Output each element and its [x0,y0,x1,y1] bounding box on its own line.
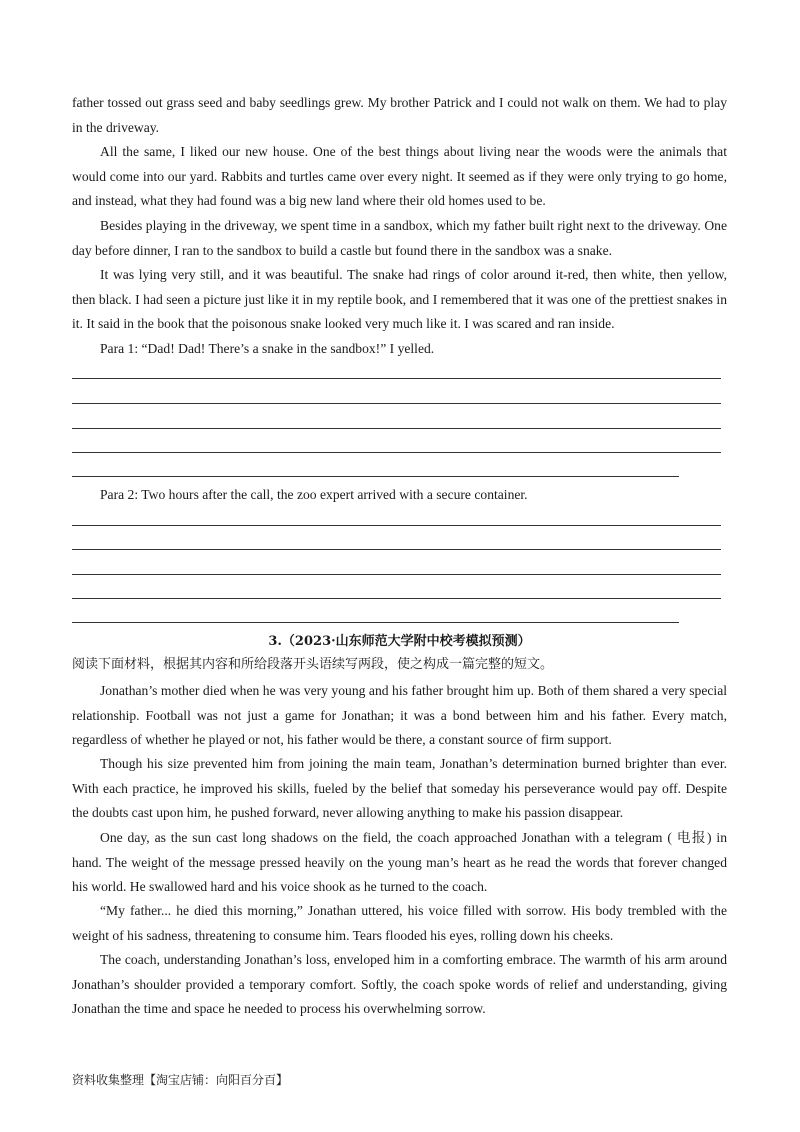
answer-line[interactable] [72,428,721,429]
passage-paragraph: It was lying very still, and it was beautiful. The snake had rings of color around it-red, then white, then yellow, then black. I had seen a picture just like it in my reptile book, and I remembered that it was one of the prettiest snakes in it. It said in the book that the poisonous snake looked very much like it. I was scared and ran inside. [72,267,727,331]
passage-paragraph: Jonathan’s mother died when he was very young and his father brought him up. Both of them shared a very special relationship. Football was not just a game for Jonathan; it was a bond between him and his father. Every match, regardless of whether he played or not, his father would be there, a constant source of firm support. [72,683,727,747]
answer-line[interactable] [72,403,721,404]
answer-line[interactable] [72,452,721,453]
passage-paragraph: Besides playing in the driveway, we spent time in a sandbox, which my father built right next to the driveway. One day before dinner, I ran to the sandbox to build a castle but found there in the sandbox was a snake. [72,218,727,258]
para2-prompt: Para 2: Two hours after the call, the zoo expert arrived with a secure container. [100,487,528,502]
passage-paragraph: One day, as the sun cast long shadows on the field, the coach approached Jonathan with a telegram ( 电报) in hand. The weight of the message pressed heavily on the young man’s heart as he read the words that forever changed his world. He swallowed hard and his voice shook as he turned to the coach. [72,830,727,894]
passage-paragraph: father tossed out grass seed and baby seedlings grew. My brother Patrick and I could not walk on them. We had to play in the driveway. [72,95,727,135]
answer-line[interactable] [72,598,721,599]
question-title: 3.（2023·山东师范大学附中校考模拟预测） [268,634,531,649]
passage-paragraph: All the same, I liked our new house. One of the best things about living near the woods were the animals that would come into our yard. Rabbits and turtles came over every night. It seemed as if they were only trying to go home, and instead, what they had found was a big new land where their old homes used to be. [72,144,727,208]
question-instruction: 阅读下面材料，根据其内容和所给段落开头语续写两段，使之构成一篇完整的短文。 [72,657,554,672]
answer-line[interactable] [72,378,721,379]
footer-note: 资料收集整理【淘宝店铺：向阳百分百】 [72,1073,289,1087]
passage-paragraph: Though his size prevented him from joining the main team, Jonathan’s determination burned brighter than ever. With each practice, he improved his skills, fueled by the belief that someday his perseverance would pay off. Despite the doubts cast upon him, he pushed forward, never allowing anything to make his passion disappear. [72,756,727,820]
answer-line[interactable] [72,525,721,526]
passage-paragraph: “My father... he died this morning,” Jonathan uttered, his voice filled with sorrow. His body trembled with the weight of his sadness, threatening to consume him. Tears flooded his eyes, rolling down his cheeks. [72,903,727,943]
passage-paragraph: The coach, understanding Jonathan’s loss, enveloped him in a comforting embrace. The warmth of his arm around Jonathan’s shoulder provided a temporary comfort. Softly, the coach spoke words of relief and understanding, giving Jonathan the time and space he needed to process his overwhelming sorrow. [72,952,727,1016]
answer-line[interactable] [72,476,679,477]
para1-prompt: Para 1: “Dad! Dad! There’s a snake in the sandbox!” I yelled. [100,341,435,356]
answer-line[interactable] [72,622,679,623]
answer-line[interactable] [72,574,721,575]
answer-line[interactable] [72,549,721,550]
